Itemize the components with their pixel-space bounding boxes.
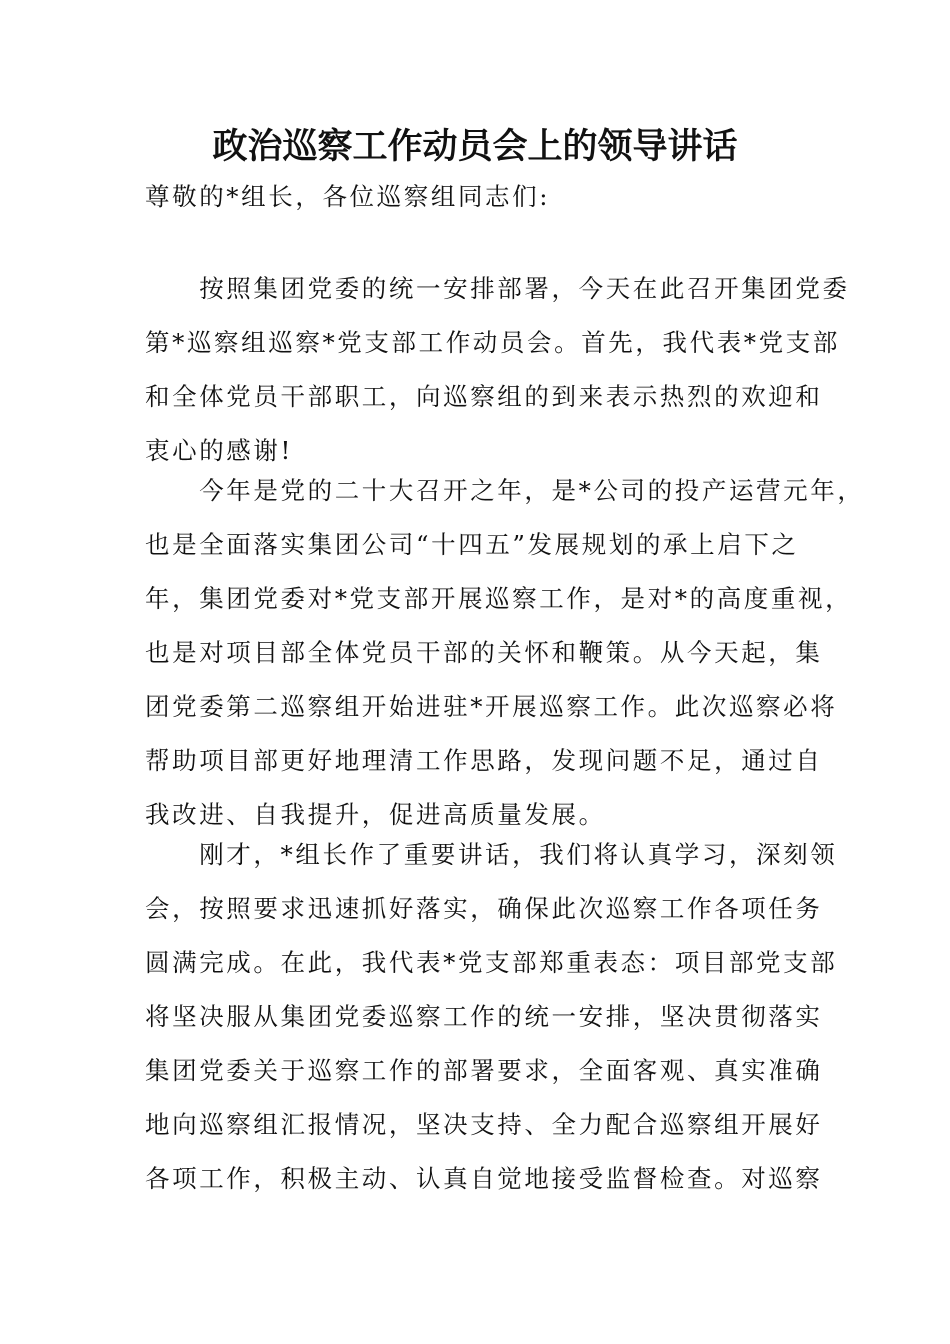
paragraph-line: 年，集团党委对*党支部开展巡察工作，是对*的高度重视， bbox=[145, 584, 853, 613]
paragraph-line: 帮助项目部更好地理清工作思路，发现问题不足，通过自 bbox=[145, 746, 823, 775]
paragraph-line: 地向巡察组汇报情况，坚决支持、全力配合巡察组开展好 bbox=[145, 1110, 823, 1139]
paragraph-line: 刚才，*组长作了重要讲话，我们将认真学习，深刻领 bbox=[145, 840, 838, 869]
paragraph-line: 圆满完成。在此，我代表*党支部郑重表态：项目部党支部 bbox=[145, 948, 838, 977]
paragraph-line: 按照集团党委的统一安排部署，今天在此召开集团党委 bbox=[145, 274, 850, 303]
paragraph-3 bbox=[145, 828, 838, 1206]
paragraph-line: 集团党委关于巡察工作的部署要求，全面客观、真实准确 bbox=[145, 1056, 823, 1085]
paragraph-line: 各项工作，积极主动、认真自觉地接受监督检查。对巡察 bbox=[145, 1164, 823, 1193]
paragraph-line: 和全体党员干部职工，向巡察组的到来表示热烈的欢迎和 bbox=[145, 382, 823, 411]
paragraph-line: 也是全面落实集团公司“十四五”发展规划的承上启下之 bbox=[145, 530, 799, 559]
paragraph-line: 也是对项目部全体党员干部的关怀和鞭策。从今天起，集 bbox=[145, 638, 823, 667]
paragraph-line: 衷心的感谢! bbox=[145, 436, 293, 465]
paragraph-line: 第*巡察组巡察*党支部工作动员会。首先，我代表*党支部 bbox=[145, 328, 840, 357]
document-title: 政治巡察工作动员会上的领导讲话 bbox=[212, 126, 738, 167]
paragraph-line: 团党委第二巡察组开始进驻*开展巡察工作。此次巡察必将 bbox=[145, 692, 838, 721]
paragraph-1 bbox=[145, 262, 850, 478]
salutation: 尊敬的*组长，各位巡察组同志们: bbox=[145, 182, 551, 211]
paragraph-line: 今年是党的二十大召开之年，是*公司的投产运营元年， bbox=[145, 476, 865, 505]
paragraph-line: 我改进、自我提升，促进高质量发展。 bbox=[145, 800, 606, 829]
paragraph-2 bbox=[145, 464, 865, 842]
paragraph-line: 将坚决服从集团党委巡察工作的统一安排，坚决贯彻落实 bbox=[145, 1002, 823, 1031]
paragraph-line: 会，按照要求迅速抓好落实，确保此次巡察工作各项任务 bbox=[145, 894, 823, 923]
